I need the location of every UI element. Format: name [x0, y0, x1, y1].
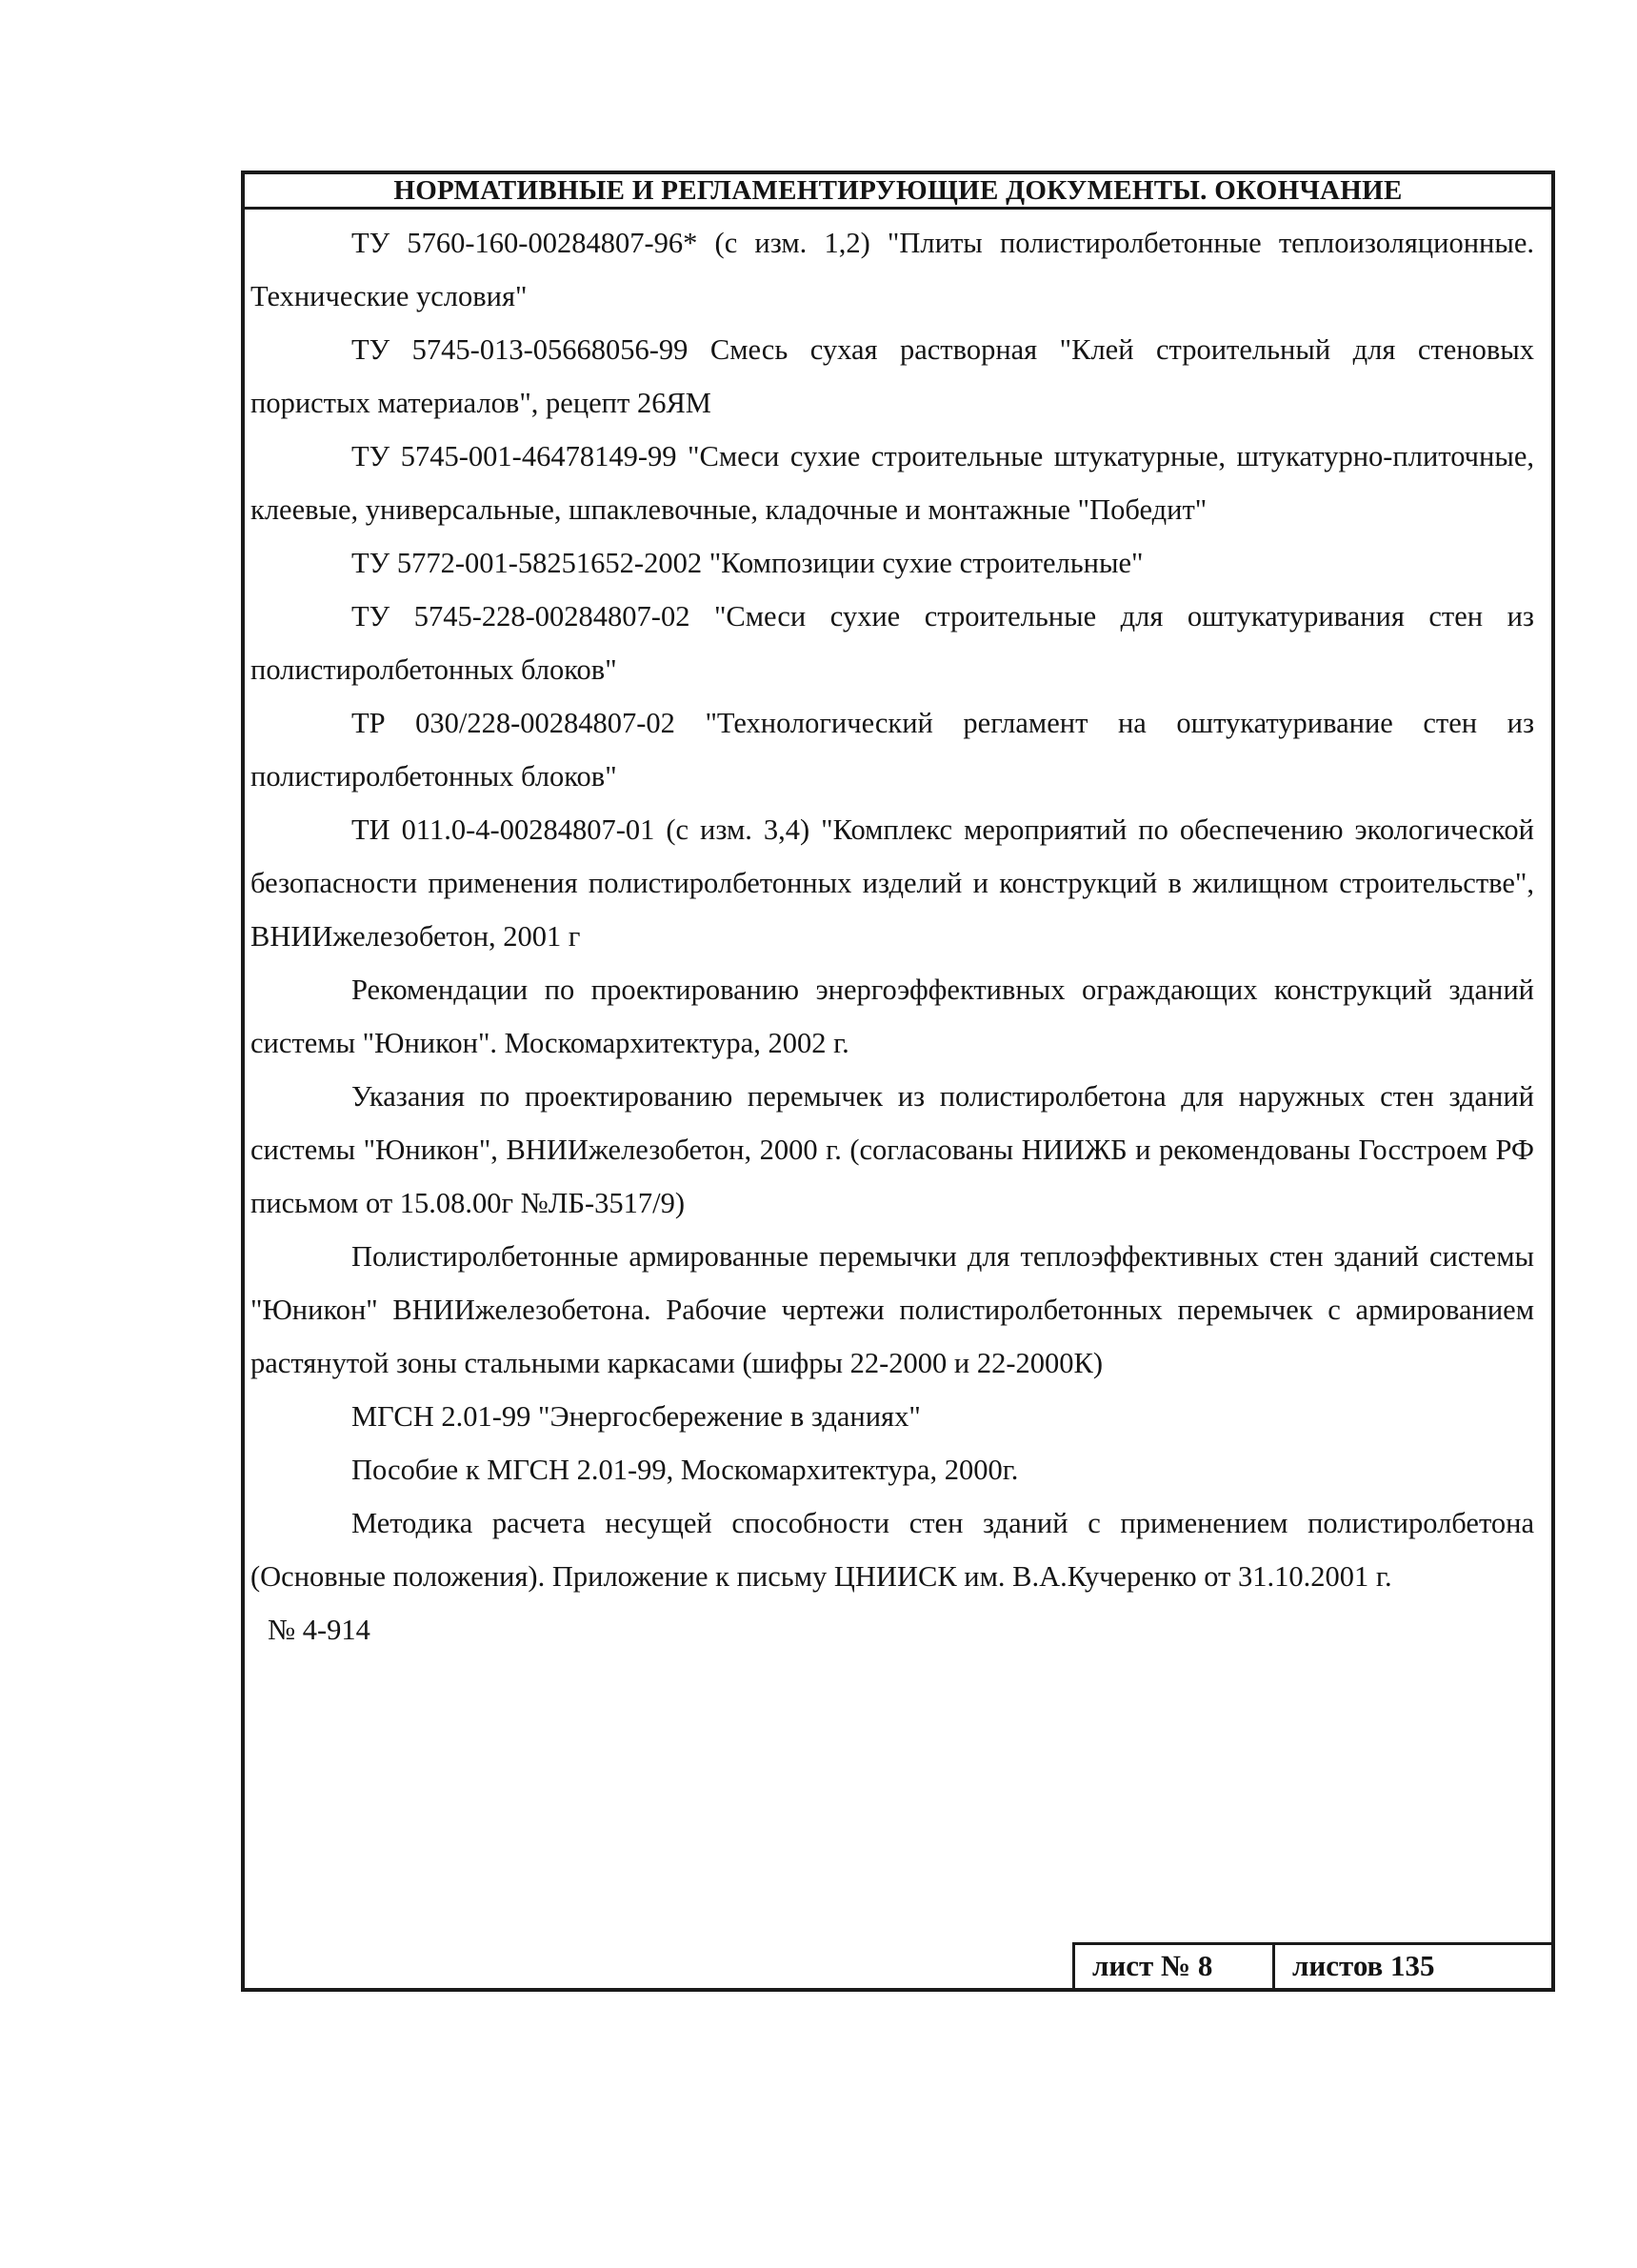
sheet-number: лист № 8 [1075, 1945, 1275, 1988]
list-item: № 4-914 [268, 1614, 370, 1646]
list-item: Рекомендации по проектированию энергоэффективных ограждающих конструкций зданий системы "Юникон". Москомархитектура, 2002 г. [250, 973, 1534, 1059]
list-item: ТУ 5745-001-46478149-99 "Смеси сухие строительные штукатурные, штукатурно-плиточные, клеевые, универсальные, шпаклевочные, кладочные и монтажные "Победит" [250, 440, 1534, 526]
list-item: ТР 030/228-00284807-02 "Технологический регламент на оштукатуривание стен из полистиролбетонных блоков" [250, 707, 1534, 793]
list-item: ТУ 5772-001-58251652-2002 "Композиции сухие строительные" [351, 547, 1144, 579]
list-item: ТУ 5745-013-05668056-99 Смесь сухая растворная "Клей строительный для стеновых пористых материалов", рецепт 26ЯМ [250, 333, 1534, 419]
title-block [1072, 1942, 1551, 1988]
list-item: ТУ 5745-228-00284807-02 "Смеси сухие строительные для оштукатуривания стен из полистиролбетонных блоков" [250, 600, 1534, 686]
list-item: ТИ 011.0-4-00284807-01 (с изм. 3,4) "Комплекс мероприятий по обеспечению экологической безопасности применения полистиролбетонных изделий и конструкций в жилищном строительстве", ВНИИжелезобетон, 2001 г [250, 813, 1534, 953]
sheets-total: листов 135 [1292, 1949, 1435, 1982]
list-item: Пособие к МГСН 2.01-99, Москомархитектура, 2000г. [351, 1454, 1019, 1486]
list-item: Указания по проектированию перемычек из полистиролбетона для наружных стен зданий системы "Юникон", ВНИИжелезобетон, 2000 г. (согласованы НИИЖБ и рекомендованы Госстроем РФ письмом от 15.08.00г №ЛБ-3517/9) [250, 1080, 1534, 1219]
page-title: НОРМАТИВНЫЕ И РЕГЛАМЕНТИРУЮЩИЕ ДОКУМЕНТЫ. ОКОНЧАНИЕ [245, 174, 1551, 210]
document-frame [241, 171, 1555, 1992]
document-body [250, 216, 1534, 1656]
list-item: Методика расчета несущей способности стен зданий с применением полистиролбетона (Основные положения). Приложение к письму ЦНИИСК им. В.А.Кучеренко от 31.10.2001 г. [250, 1507, 1534, 1593]
list-item: МГСН 2.01-99 "Энергосбережение в зданиях" [351, 1400, 921, 1433]
list-item: Полистиролбетонные армированные перемычки для теплоэффективных стен зданий системы "Юникон" ВНИИжелезобетона. Рабочие чертежи полистиролбетонных перемычек с армированием растянутой зоны стальными каркасами (шифры 22-2000 и 22-2000К) [250, 1240, 1534, 1379]
list-item: ТУ 5760-160-00284807-96* (с изм. 1,2) "Плиты полистиролбетонные теплоизоляционные. Технические условия" [250, 227, 1534, 312]
